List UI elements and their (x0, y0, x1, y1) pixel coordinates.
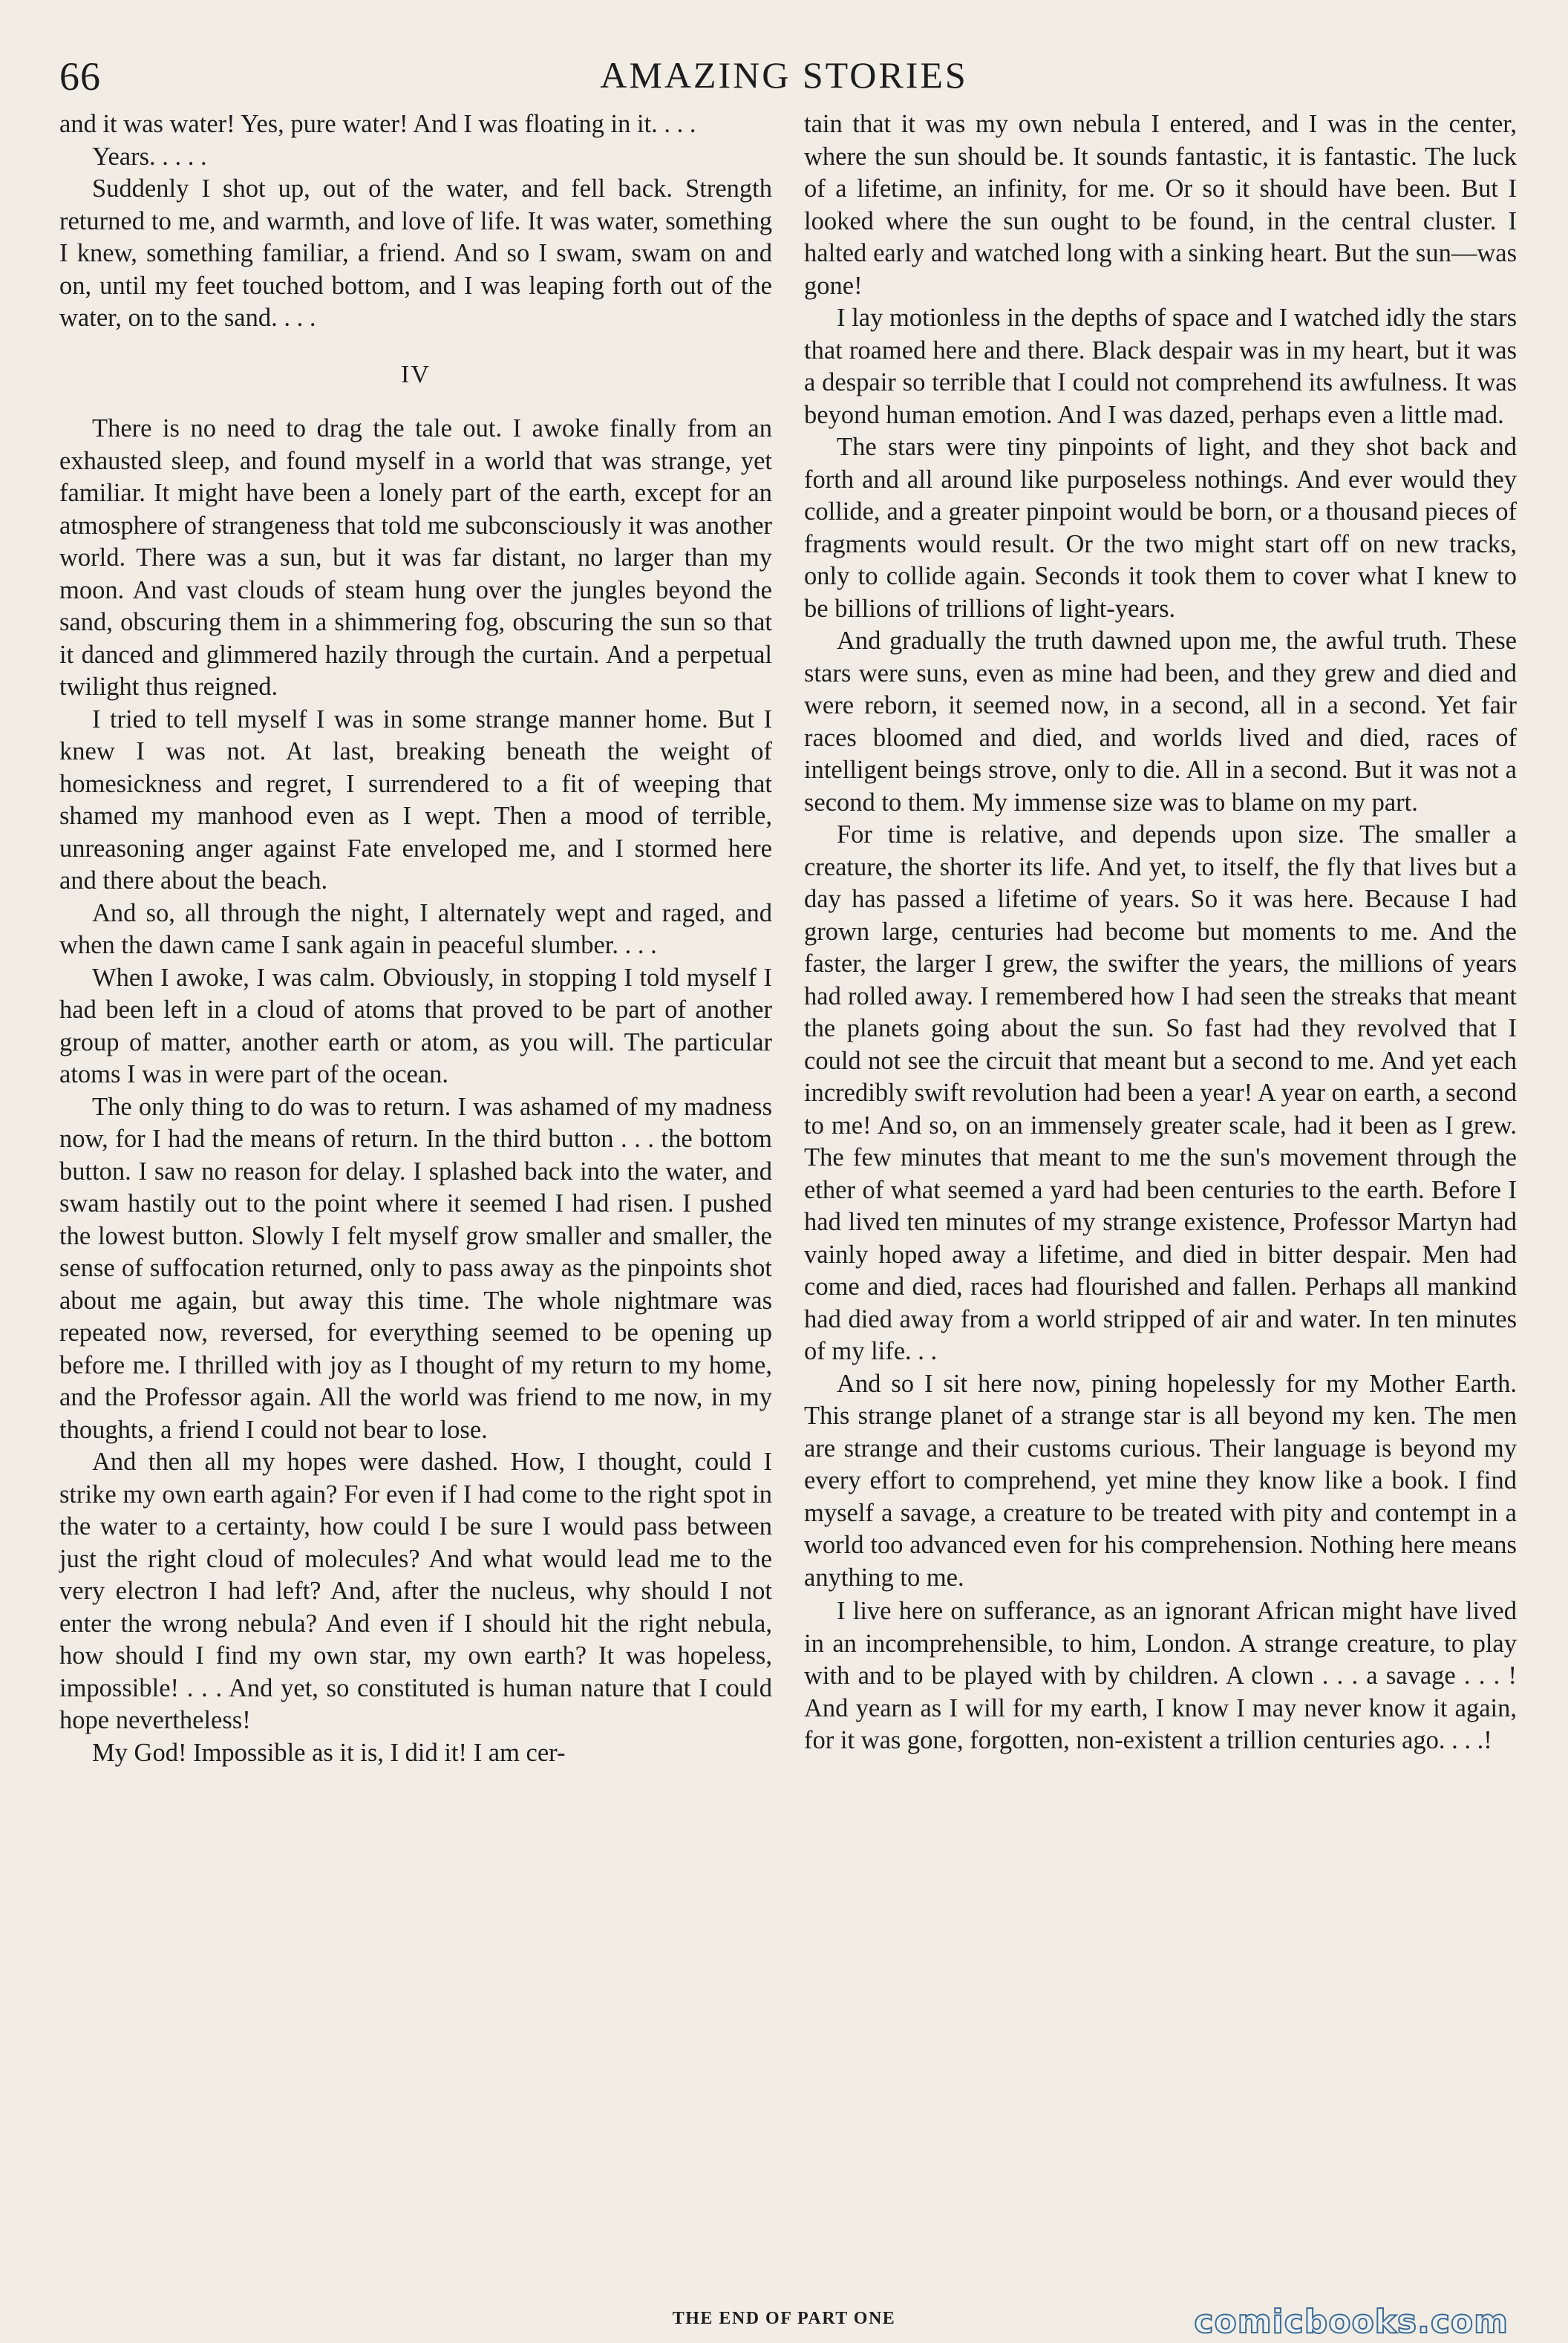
paragraph: And so, all through the night, I alternately wept and raged, and when the dawn came I sank again in peaceful slumber. . . . (59, 898, 772, 959)
paragraph: I lay motionless in the depths of space and I watched idly the stars that roamed here and there. Black despair was in my heart, but it was a despair so terrible that I could not comprehend its awfulness. It was beyond human emotion. And I was dazed, perhaps even a little mad. (804, 304, 1517, 429)
running-head-title: AMAZING STORIES (600, 54, 968, 96)
paragraph: When I awoke, I was calm. Obviously, in stopping I told myself I had been left in a cloud of atoms that proved to be part of another group of matter, another earth or atom, as you will. The particular atoms I was in were part of the ocean. (59, 963, 772, 1088)
right-column (804, 108, 1517, 1757)
end-of-part-label: THE END OF PART ONE (672, 2309, 896, 2328)
paragraph: tain that it was my own nebula I entered, and I was in the center, where the sun should be. It sounds fantastic, it is fantastic. The luck of a lifetime, an infinity, for me. Or so it should have been. But I looked where the sun ought to be found, in the central cluster. I halted early and watched long with a sinking heart. But the sun—was gone! (804, 110, 1517, 300)
site-watermark: comicbooks.com (1194, 2303, 1509, 2341)
paragraph: The stars were tiny pinpoints of light, and they shot back and forth and all around like purposeless nothings. And ever would they collide, and a greater pinpoint would be born, or a thousand pieces of fragments would result. Or the two might start off on new tracks, only to collide again. Seconds it took them to cover what I knew to be billions of trillions of light-years. (804, 433, 1517, 623)
left-column (59, 108, 772, 1769)
paragraph: My God! Impossible as it is, I did it! I am cer- (92, 1738, 566, 1767)
paragraph: And so I sit here now, pining hopelessly for my Mother Earth. This strange planet of a strange star is all beyond my ken. The men are strange and their customs curious. Their language is beyond my every effort to comprehend, yet mine they know like a book. I find myself a savage, a creature to be treated with pity and contempt in a world too advanced even for his comprehension. Nothing here means anything to me. (804, 1369, 1517, 1592)
paragraph: Years. . . . . (92, 142, 207, 171)
paragraph: I live here on sufferance, as an ignorant African might have lived in an incomprehensible, to him, London. A strange creature, to play with and to be played with by children. A clown . . . a savage . . . ! And yearn as I will for my earth, I know I may never know it again, for it was gone, forgotten, non-existent a trillion centuries ago. . . .! (804, 1597, 1517, 1754)
paragraph: Suddenly I shot up, out of the water, and fell back. Strength returned to me, and warmth, and love of life. It was water, something I knew, something familiar, a friend. And so I swam, swam on and on, until my feet touched bottom, and I was leaping forth out of the water, on to the sand. . . . (59, 174, 772, 332)
paragraph: There is no need to drag the tale out. I awoke finally from an exhausted sleep, and found myself in a world that was strange, yet familiar. It might have been a lonely part of the earth, except for an atmosphere of strangeness that told me subconsciously it was another world. There was a sun, but it was far distant, no larger than my moon. And vast clouds of steam hung over the jungles beyond the sand, obscuring them in a shimmering fog, obscuring the sun so that it danced and glimmered hazily through the curtain. And a perpetual twilight thus reigned. (59, 414, 772, 701)
paragraph: The only thing to do was to return. I was ashamed of my madness now, for I had the means of return. In the third button . . . the bottom button. I saw no reason for delay. I splashed back into the water, and swam hastily out to the point where it seemed I had risen. I pushed the lowest button. Slowly I felt myself grow smaller and smaller, the sense of suffocation returned, only to pass away as the pinpoints shot about me again, but away this time. The whole nightmare was repeated now, reversed, for everything seemed to be opening up before me. I thrilled with joy as I thought of my return to my home, and the Professor again. All the world was friend to me now, in my thoughts, a friend I could not bear to lose. (59, 1092, 772, 1444)
paragraph: And then all my hopes were dashed. How, I thought, could I strike my own earth again? For even if I had come to the right spot in the water to a certainty, how could I be sure I would pass between just the right cloud of molecules? And what would lead me to the very electron I had left? And, after the nucleus, why should I not enter the wrong nebula? And even if I should hit the right nebula, how should I find my own star, my own earth? It was hopeless, impossible! . . . And yet, so constituted is human nature that I could hope nevertheless! (59, 1448, 772, 1734)
page-number: 66 (59, 54, 101, 99)
paragraph: For time is relative, and depends upon size. The smaller a creature, the shorter its life. And yet, to itself, the fly that lives but a day has passed a lifetime of years. So it was here. Because I had grown large, centuries had become but moments to me. And the faster, the larger I grew, the swifter the years, the millions of years had rolled away. I remembered how I had seen the streaks that meant the planets going about the sun. So fast had they revolved that I could not see the circuit that meant but a second to me. And yet each incredibly swift revolution had been a year! A year on earth, a second to me! And so, on an immensely greater scale, had it been as I grew. The few minutes that meant to me the sun's movement through the ether of what seemed a yard had been centuries to the earth. Before I had lived ten minutes of my strange existence, Professor Martyn had vainly hoped away a lifetime, and died in bitter despair. Men had come and died, races had flourished and fallen. Perhaps all mankind had died away from a world stripped of air and water. In ten minutes of my life. . . (804, 820, 1517, 1365)
paragraph: I tried to tell myself I was in some strange manner home. But I knew I was not. At last, breaking beneath the weight of homesickness and regret, I surrendered to a fit of weeping that shamed my manhood even as I wept. Then a mood of terrible, unreasoning anger against Fate enveloped me, and I stormed here and there about the beach. (59, 705, 772, 895)
paragraph: And gradually the truth dawned upon me, the awful truth. These stars were suns, even as mine had been, and they grew and died and were reborn, it seemed now, in a second, all in a second. Yet fair races bloomed and died, and worlds lived and died, races of intelligent beings strove, only to die. All in a second. But it was not a second to them. My immense size was to blame on my part. (804, 627, 1517, 817)
paragraph: and it was water! Yes, pure water! And I was floating in it. . . . (59, 110, 696, 138)
section-heading: IV (401, 360, 431, 388)
